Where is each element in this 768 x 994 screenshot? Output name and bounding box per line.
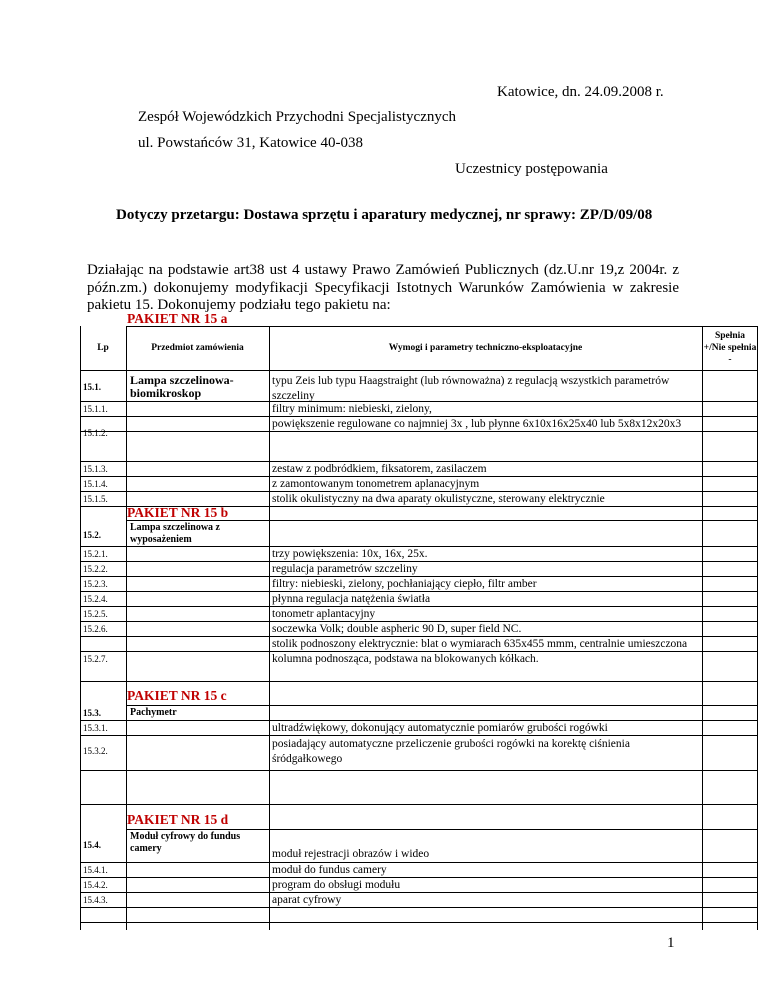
package-b-req-2: regulacja parametrów szczeliny bbox=[272, 563, 418, 575]
package-d-req-1: moduł rejestracji obrazów i wideo bbox=[272, 848, 430, 860]
package-b-lp-1: 15.2.1. bbox=[83, 549, 108, 559]
package-b-req-6: soczewka Volk; double aspheric 90 D, super field NC. bbox=[272, 623, 522, 635]
package-c-req-1: ultradźwiękowy, dokonujący automatycznie pomiarów grubości rogówki bbox=[272, 722, 608, 734]
package-c-req-2: posiadający automatyczne przeliczenie grubości rogówki na korektę ciśnienia śródgałkowego bbox=[272, 738, 630, 765]
package-c-name: Pachymetr bbox=[130, 707, 177, 718]
package-b-lp-3: 15.2.3. bbox=[83, 579, 108, 589]
package-a-lp-5: 15.1.5. bbox=[83, 494, 108, 504]
page-number: 1 bbox=[667, 935, 675, 951]
package-a-req-5: z zamontowanym tonometrem aplanacyjnym bbox=[272, 478, 480, 490]
date-line: Katowice, dn. 24.09.2008 r. bbox=[497, 84, 664, 100]
package-d-name: Moduł cyfrowy do fundus camery bbox=[130, 831, 241, 854]
package-b-name: Lampa szczelinowa z wyposażeniem bbox=[130, 522, 220, 545]
body-paragraph: Działając na podstawie art38 ust 4 ustawy Prawo Zamówień Publicznych (dz.U.nr 19,z 2004r. z późn.zm.) dokonujemy modyfikacji Specyfikacji Istotnych Warunków Zamówienia w zakresie pakietu 15. Dokonujemy podziału tego pakietu na: bbox=[87, 262, 679, 313]
package-d-lp-1: 15.4.1. bbox=[83, 865, 108, 875]
package-b-req-1: trzy powiększenia: 10x, 16x, 25x. bbox=[272, 548, 428, 560]
package-b-req-7: stolik podnoszony elektrycznie: blat o wymiarach 635x455 mmm, centralnie umieszczona kolumna podnosząca, podstawa na blokowanych kółkach. bbox=[272, 638, 688, 665]
package-a-lp-2: 15.1.2. bbox=[83, 428, 108, 438]
package-c-lp: 15.3. bbox=[83, 708, 101, 718]
package-b-req-3: filtry: niebieski, zielony, pochłaniający ciepło, filtr amber bbox=[272, 578, 537, 590]
package-c-lp-1: 15.3.1. bbox=[83, 723, 108, 733]
package-d-lp-2: 15.4.2. bbox=[83, 880, 108, 890]
header-lp: Lp bbox=[97, 343, 109, 353]
package-d-req-2: moduł do fundus camery bbox=[272, 864, 387, 876]
header-item: Przedmiot zamówienia bbox=[151, 343, 244, 353]
subject-line: Dotyczy przetargu: Dostawa sprzętu i aparatury medycznej, nr sprawy: ZP/D/09/08 bbox=[116, 207, 653, 223]
package-b-req-4: płynna regulacja natężenia światła bbox=[272, 593, 431, 605]
header-compliance: Spełnia +/Nie spełnia - bbox=[703, 331, 757, 365]
package-b-lp-6: 15.2.6. bbox=[83, 624, 108, 634]
package-a-lp: 15.1. bbox=[83, 382, 101, 392]
package-b-lp-4: 15.2.4. bbox=[83, 594, 108, 604]
package-a-req-6: stolik okulistyczny na dwa aparaty okulistyczne, sterowany elektrycznie bbox=[272, 493, 605, 505]
package-b-lp-2: 15.2.2. bbox=[83, 564, 108, 574]
addressee-line-2: ul. Powstańców 31, Katowice 40-038 bbox=[138, 135, 363, 151]
package-b-lp-7: 15.2.7. bbox=[83, 654, 108, 664]
package-d-req-4: aparat cyfrowy bbox=[272, 894, 342, 906]
header-requirements: Wymogi i parametry techniczno-eksploatacyjne bbox=[388, 343, 583, 353]
package-a-lp-3: 15.1.3. bbox=[83, 464, 108, 474]
package-a-title: PAKIET NR 15 a bbox=[127, 311, 228, 326]
package-d-title: PAKIET NR 15 d bbox=[127, 812, 229, 827]
package-c-lp-2: 15.3.2. bbox=[83, 746, 108, 756]
package-a-req-3: powiększenie regulowane co najmniej 3x , lub płynne 6x10x16x25x40 lub 5x8x12x20x3 bbox=[272, 418, 682, 430]
package-a-lp-1: 15.1.1. bbox=[83, 404, 108, 414]
package-b-lp: 15.2. bbox=[83, 530, 101, 540]
recipients: Uczestnicy postępowania bbox=[455, 161, 608, 177]
package-a-req-1: typu Zeis lub typu Haagstraight (lub równoważna) z regulacją wszystkich parametrów szczeliny bbox=[272, 375, 670, 402]
addressee-line-1: Zespół Wojewódzkich Przychodni Specjalistycznych bbox=[138, 109, 457, 125]
package-c-title: PAKIET NR 15 c bbox=[127, 688, 227, 703]
package-a-req-2: filtry minimum: niebieski, zielony, bbox=[272, 403, 432, 415]
package-b-req-5: tonometr aplantacyjny bbox=[272, 608, 376, 620]
package-b-title: PAKIET NR 15 b bbox=[127, 505, 229, 520]
package-d-lp: 15.4. bbox=[83, 840, 101, 850]
package-a-lp-4: 15.1.4. bbox=[83, 479, 108, 489]
package-d-req-3: program do obsługi modułu bbox=[272, 879, 401, 891]
package-a-name: Lampa szczelinowa-biomikroskop bbox=[130, 373, 234, 400]
package-a-req-4: zestaw z podbródkiem, fiksatorem, zasilaczem bbox=[272, 463, 487, 475]
package-b-lp-5: 15.2.5. bbox=[83, 609, 108, 619]
package-d-lp-3: 15.4.3. bbox=[83, 895, 108, 905]
